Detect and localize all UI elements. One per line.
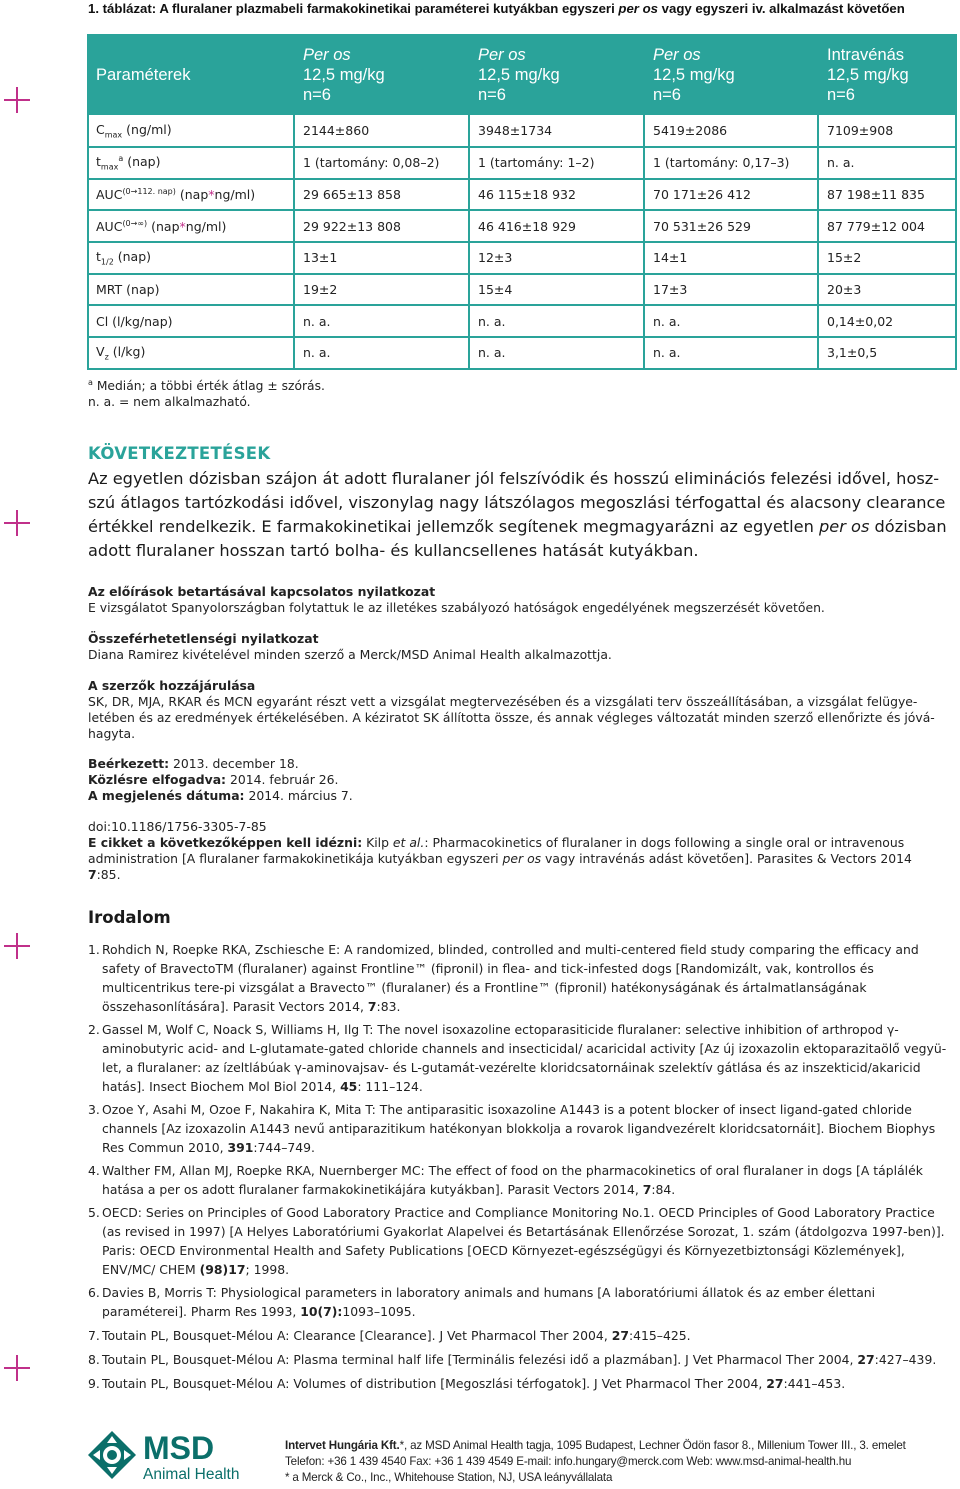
footer-line-2: Telefon: +36 1 439 4540 Fax: +36 1 439 4549 E-mail: info.hungary@merck.com Web: www.msd-animal-health.hu: [285, 1455, 852, 1468]
received-date: Beérkezett: 2013. december 18.: [88, 756, 299, 771]
table-header-row: [88, 35, 956, 114]
table-cell: n. a.: [644, 337, 818, 369]
doi: doi:10.1186/1756-3305-7-85: [88, 819, 267, 834]
table-cell: n. a.: [294, 337, 469, 369]
table-cell: 3,1±0,5: [818, 337, 956, 369]
table-cell: 2144±860: [294, 114, 469, 147]
crop-mark-3: [4, 933, 30, 959]
table-cell: n. a.: [644, 305, 818, 337]
list-item: 6. Davies B, Morris T: Physiological parameters in laboratory animals and humans [A laboratóriumi állatok és az ember élettani paraméterei]. Pharm Res 1993, 10(7):1093–1095.: [88, 1285, 876, 1319]
table-caption: 1. táblázat: A fluralaner plazmabeli farmakokinetikai paraméterei kutyákban egyszeri per os vagy egyszeri iv. alkalmazást követően: [88, 1, 905, 16]
references-title: Irodalom: [88, 908, 171, 927]
list-item: 4. Walther FM, Allan MJ, Roepke RKA, Nuernberger MC: The effect of food on the pharmacokinetics of oral fluralaner in dogs [A táplálék hatása a per os adott fluralaner farmakokinetikájára kutyákban]. Parasit Vectors 2014, 7:84.: [88, 1163, 923, 1197]
msd-logo-text: MSD: [143, 1430, 215, 1466]
cite-line-3: 7:85.: [88, 867, 121, 882]
regulatory-title: Az előírások betartásával kapcsolatos nyilatkozat: [88, 584, 436, 599]
contrib-text: SK, DR, MJA, RKAR és MCN egyaránt részt vett a vizsgálat megtervezésében és a vizsgálati terv összeállításában, a vizsgálat felügye-letében és az eredmények értékelésében. A kéziratot SK állította össze, és annak végleges változatát minden szerző ellenőrizte és jóvá-hagyta.: [88, 694, 935, 741]
table-cell: 46 416±18 929: [469, 210, 644, 242]
param-auc-inf: $AUC^{(0\to\infty)}$ (nap*ng/ml): [88, 210, 294, 242]
contrib-title: A szerzők hozzájárulása: [88, 678, 256, 693]
table-row: [88, 114, 956, 147]
table-cell: 46 115±18 932: [469, 179, 644, 211]
header-parameters: Paraméterek: [88, 35, 294, 114]
table-row: [88, 147, 956, 179]
param-tmax: $t_{max}^a$ (nap): [88, 147, 294, 179]
header-peros-3: Per os 12,5 mg/kg n=6: [644, 35, 818, 114]
table-cell: 87 198±11 835: [818, 179, 956, 211]
table-row: [88, 242, 956, 274]
header-peros-1: Per os 12,5 mg/kg n=6: [294, 35, 469, 114]
table-cell: 87 779±12 004: [818, 210, 956, 242]
table-row: [88, 305, 956, 337]
conclusion-title: KÖVETKEZTETÉSEK: [88, 444, 271, 463]
cite-line-2: administration [A fluralaner farmakokinetikája kutyákban egyszeri per os vagy intravénás adást követően]. Parasites & Vectors 2014: [88, 851, 912, 866]
table-cell: 1 (tartomány: 0,17–3): [644, 147, 818, 179]
crop-mark-2: [4, 510, 30, 536]
dates-block: [88, 756, 953, 804]
citation-block: [88, 819, 953, 883]
footer-contact: [285, 1438, 955, 1486]
table-cell: 5419±2086: [644, 114, 818, 147]
list-item: 1. Rohdich N, Roepke RKA, Zschiesche E: A randomized, blinded, controlled and multi-centered field study comparing the efficacy and safety of BravectoTM (fluralaner) against Frontline™ (fipronil) in flea- and tick-infested dogs [Randomizált, vak, kontrollos és multicentrikus tere-pi vizsgálat a Bravecto™ (fluralaner) és a Frontline™ (fipronil) hatékonyságának és ártalmatlanságának összehasonlítására]. Parasit Vectors 2014, 7:83.: [88, 942, 919, 1014]
regulatory-declaration: [88, 584, 953, 616]
crop-mark-4: [4, 1355, 30, 1381]
table-cell: 15±2: [818, 242, 956, 274]
conclusion-text: Az egyetlen dózisban szájon át adott fluralaner jól felszívódik és hosszú eliminációs felezési idővel, hosz-szú átlagos tartózkodási idővel, viszonylag nagy látszólagos megoszlási térfogattal és alacsony clearance értékkel rendelkezik. E farmakokinetikai jellemzők segítenek megmagyarázni az egyetlen per os dózisban adott fluralaner hosszan tartó bolha- és kullancsellenes hatását kutyákban.: [88, 469, 947, 560]
param-mrt: MRT (nap): [88, 274, 294, 306]
table-row: [88, 179, 956, 211]
crop-mark-1: [4, 87, 30, 113]
table-cell: n. a.: [818, 147, 956, 179]
table-cell: 70 531±26 529: [644, 210, 818, 242]
table-row: [88, 210, 956, 242]
note-na: n. a. = nem alkalmazható.: [88, 394, 251, 409]
cite-line-1: E cikket a következőképpen kell idézni: Kilp et al.: Pharmacokinetics of fluralaner in dogs following a single oral or intravenous: [88, 835, 905, 850]
table-cell: 15±4: [469, 274, 644, 306]
param-t-half: $t_{1/2}$ (nap): [88, 242, 294, 274]
table-cell: 3948±1734: [469, 114, 644, 147]
header-iv: Intravénás 12,5 mg/kg n=6: [818, 35, 956, 114]
table-cell: n. a.: [469, 305, 644, 337]
footer-line-3: * a Merck & Co., Inc., Whitehouse Station, NJ, USA leányvállalata: [285, 1471, 613, 1484]
footer-line-1: Intervet Hungária Kft.*, az MSD Animal Health tagja, 1095 Budapest, Lechner Ödön fasor 8., Millenium Tower III., 3. emelet: [285, 1439, 906, 1452]
table-cell: 20±3: [818, 274, 956, 306]
param-cmax: $C_{max}$ (ng/ml): [88, 114, 294, 147]
accepted-date: Közlésre elfogadva: 2014. február 26.: [88, 772, 339, 787]
list-item: 9. Toutain PL, Bousquet-Mélou A: Volumes of distribution [Megoszlási térfogatok]. J Vet Pharmacol Ther 2004, 27:441–453.: [88, 1376, 846, 1391]
table-notes: [88, 375, 325, 410]
msd-logo-icon: [87, 1430, 137, 1480]
table-cell: 0,14±0,02: [818, 305, 956, 337]
note-median: $^a$ Medián; a többi érték átlag ± szórás.: [88, 378, 325, 394]
conflict-declaration: [88, 631, 953, 663]
conflict-title: Összeférhetetlenségi nyilatkozat: [88, 631, 319, 646]
table-cell: n. a.: [469, 337, 644, 369]
animal-health-text: Animal Health: [143, 1466, 240, 1483]
table-cell: 1 (tartomány: 1–2): [469, 147, 644, 179]
list-item: 2. Gassel M, Wolf C, Noack S, Williams H, Ilg T: The novel isoxazoline ectoparasiticide fluralaner: selective inhibition of arthropod γ-aminobutyric acid- and L-glutamate-gated chloride channels and insecticidal/ acaricidal activity [Az új izoxazolin ektoparazitaölő vegyü-let, a fluralaner: az ízeltlábúak γ-aminovajsav- és L-gutamát-vezérelte kloridcsatornáinak szelektív gátlása és az inszekticid/akaricid hatás]. Insect Biochem Mol Biol 2014, 45: 111–124.: [88, 1022, 947, 1094]
table-row: [88, 274, 956, 306]
param-auc-112: $AUC^{(0\to 112. nap)}$ (nap*ng/ml): [88, 179, 294, 211]
list-item: 5. OECD: Series on Principles of Good Laboratory Practice and Compliance Monitoring No.1. OECD Principles of Good Laboratory Practice (as revised in 1997) [A Helyes Laboratóriumi Gyakorlat Alapelvei és Betartásának Ellenőrzése Sorozat, 1. szám (átdolgozva 1997-ben)]. Paris: OECD Environmental Health and Safety Publications [OECD Környezet-egészségügyi és Környezetbiztonsági Közlemények], ENV/MC/ CHEM (98)17; 1998.: [88, 1205, 945, 1277]
param-vz: $V_z$ (l/kg): [88, 337, 294, 369]
table-cell: 14±1: [644, 242, 818, 274]
pharmacokinetics-table: [87, 34, 957, 370]
contrib-declaration: [88, 678, 953, 742]
table-row: [88, 337, 956, 369]
table-cell: 13±1: [294, 242, 469, 274]
list-item: 7. Toutain PL, Bousquet-Mélou A: Clearance [Clearance]. J Vet Pharmacol Ther 2004, 27:415–425.: [88, 1328, 691, 1343]
table-cell: 29 665±13 858: [294, 179, 469, 211]
published-date: A megjelenés dátuma: 2014. március 7.: [88, 788, 353, 803]
list-item: 3. Ozoe Y, Asahi M, Ozoe F, Nakahira K, Mita T: The antiparasitic isoxazoline A1443 is a potent blocker of insect ligand-gated chloride channels [Az izoxazolin A1443 nevű antiparazitikum hatékonyan blokkolja a rovarok ligandvezérelt kloridcsatornáit]. Biochem Biophys Res Commun 2010, 391:744–749.: [88, 1102, 936, 1155]
table-cell: 1 (tartomány: 0,08–2): [294, 147, 469, 179]
table-cell: 29 922±13 808: [294, 210, 469, 242]
conflict-text: Diana Ramirez kivételével minden szerző a Merck/MSD Animal Health alkalmazottja.: [88, 647, 612, 662]
regulatory-text: E vizsgálatot Spanyolországban folytattuk le az illetékes szabályozó hatóságok engedélyének megszerzését követően.: [88, 600, 825, 615]
table-cell: n. a.: [294, 305, 469, 337]
header-peros-2: Per os 12,5 mg/kg n=6: [469, 35, 644, 114]
msd-logo: [87, 1428, 257, 1486]
param-cl: Cl (l/kg/nap): [88, 305, 294, 337]
table-cell: 17±3: [644, 274, 818, 306]
table-cell: 12±3: [469, 242, 644, 274]
table-cell: 19±2: [294, 274, 469, 306]
table-cell: 7109±908: [818, 114, 956, 147]
list-item: 8. Toutain PL, Bousquet-Mélou A: Plasma terminal half life [Terminális felezési idő a plazmában]. J Vet Pharmacol Ther 2004, 27:427–439.: [88, 1352, 937, 1367]
table-cell: 70 171±26 412: [644, 179, 818, 211]
